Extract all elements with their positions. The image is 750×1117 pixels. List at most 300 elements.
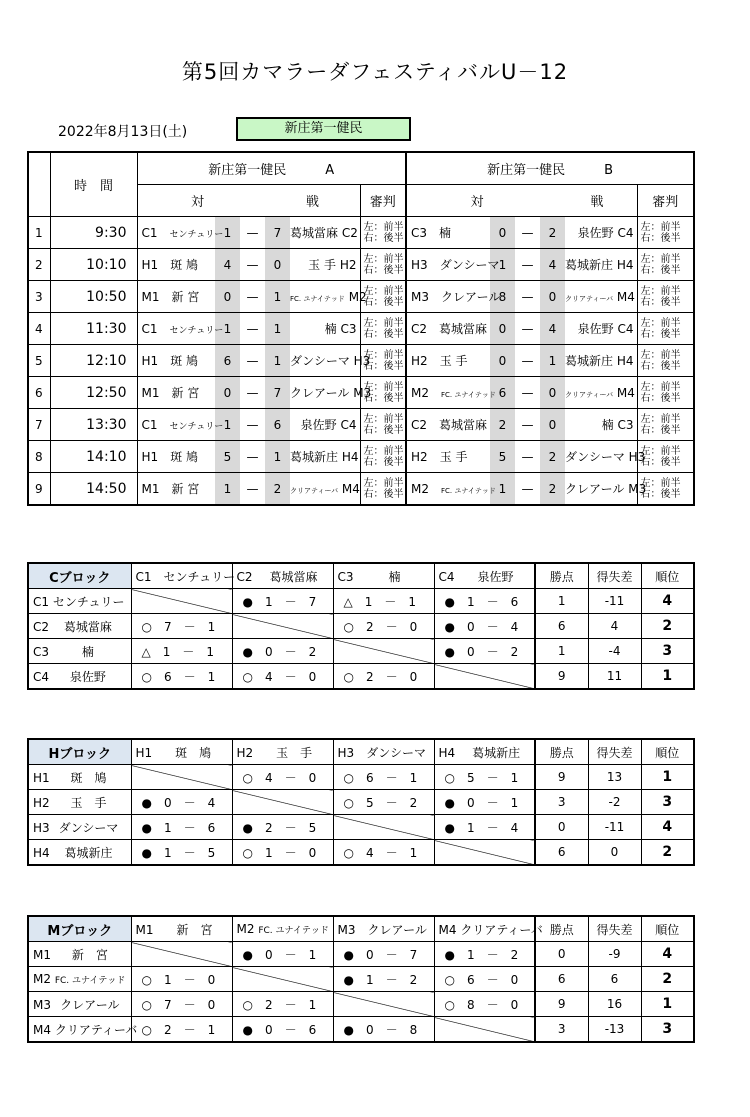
team-left-name: センチュリー: [169, 230, 224, 240]
team-left-name: 新 宮: [171, 482, 200, 496]
score-left: 8: [490, 281, 515, 313]
team-left: [406, 281, 501, 313]
rank-value: 4: [641, 815, 694, 840]
row-team: [28, 840, 131, 866]
team-left-code: M1: [141, 290, 160, 304]
team-right-name: 葛城新庄: [565, 258, 614, 272]
score-dash: —: [240, 217, 265, 249]
spacer: [158, 354, 170, 368]
self-match-diagonal: [131, 589, 232, 614]
team-left: [137, 345, 215, 377]
match-number: 5: [28, 345, 50, 377]
team-name: 楠: [81, 644, 94, 659]
team-left-name: 斑 鳩: [170, 354, 199, 368]
score-right: 2: [540, 441, 565, 473]
team-left: [137, 441, 215, 473]
row-team: [28, 967, 131, 992]
result-cell: ○ 5 － 1: [434, 765, 535, 790]
referee-note: [360, 313, 406, 345]
team-left: [137, 249, 215, 281]
spacer: [354, 570, 366, 584]
score-dash: —: [515, 377, 540, 409]
stat-header: 順位: [641, 739, 694, 765]
team-right-name: クリアティーバ: [565, 390, 614, 399]
stat-header: 得失差: [588, 916, 641, 942]
team-right: [290, 281, 367, 313]
team-right-code: C3: [340, 322, 357, 336]
team-left-name: 玉 手: [439, 354, 468, 368]
referee-note: [637, 473, 694, 506]
referee-first-half: 左：前半: [640, 381, 681, 393]
referee-first-half: 左：前半: [363, 477, 404, 489]
referee-note: [360, 473, 406, 506]
score-right: 1: [265, 345, 290, 377]
team-code: M1: [135, 922, 154, 937]
team-name: 斑 鳩: [70, 770, 107, 785]
team-code: H2: [33, 795, 50, 810]
team-left: [406, 313, 490, 345]
referee-note: [637, 217, 694, 249]
goal-diff-value: 4: [588, 614, 641, 639]
score-right: 6: [265, 409, 290, 441]
spacer: [427, 226, 439, 240]
points-value: 9: [535, 664, 588, 690]
row-team: [28, 614, 131, 639]
standings-row: [28, 1017, 694, 1043]
standings-row: [28, 589, 694, 614]
stat-header: 勝点: [535, 916, 588, 942]
team-name: 斑 鳩: [175, 745, 212, 760]
team-left-code: H1: [141, 450, 159, 464]
team-code: C1: [135, 569, 152, 584]
match-time: 10:10: [50, 249, 137, 281]
match-number: 3: [28, 281, 50, 313]
team-left-code: C2: [411, 418, 428, 432]
team-code: M4: [438, 922, 457, 937]
referee-first-half: 左：前半: [363, 253, 404, 265]
result-cell: ● 1 － 2: [333, 967, 434, 992]
standings-row: [28, 992, 694, 1017]
rank-value: 3: [641, 1017, 694, 1043]
points-value: 0: [535, 815, 588, 840]
team-right-name: クレアール: [290, 386, 350, 400]
result-cell: ● 0 － 6: [232, 1017, 333, 1043]
self-match-diagonal: [434, 840, 535, 866]
referee-first-half: 左：前半: [640, 477, 681, 489]
schedule-row: [28, 377, 694, 409]
referee-note: [360, 409, 406, 441]
goal-diff-value: 0: [588, 840, 641, 866]
self-match-diagonal: [434, 1017, 535, 1043]
team-name: 泉佐野: [477, 569, 514, 584]
score-right: 1: [265, 441, 290, 473]
standings-row: [28, 967, 694, 992]
score-right: 2: [265, 473, 290, 506]
referee-first-half: 左：前半: [363, 413, 404, 425]
row-team: [28, 664, 131, 690]
team-right-name: 楠: [601, 418, 614, 432]
match-number: 9: [28, 473, 50, 506]
team-right-code: M3: [628, 482, 647, 496]
team-code: M2: [236, 922, 255, 936]
standings-row: [28, 664, 694, 690]
rank-value: 3: [641, 790, 694, 815]
vs-label: 対: [190, 195, 204, 210]
points-value: 3: [535, 790, 588, 815]
team-code: M2: [33, 972, 51, 986]
result-cell: ○ 2 － 0: [333, 664, 434, 690]
score-dash: —: [515, 281, 540, 313]
team-left-code: C1: [141, 322, 158, 336]
row-team: [28, 815, 131, 840]
team-left: [406, 377, 496, 409]
team-right-code: C4: [340, 418, 357, 432]
goal-diff-value: 16: [588, 992, 641, 1017]
team-code: H2: [236, 745, 254, 760]
referee-second-half: 右：後半: [640, 232, 681, 244]
referee-note: [360, 249, 406, 281]
points-value: 6: [535, 840, 588, 866]
referee-first-half: 左：前半: [640, 413, 681, 425]
score-left: 6: [215, 345, 240, 377]
score-left: 1: [215, 409, 240, 441]
spacer: [354, 746, 366, 760]
no-header: [28, 152, 50, 217]
result-cell: ● 1 － 4: [434, 815, 535, 840]
team-right: [565, 281, 637, 313]
team-name: クレアール: [367, 922, 427, 937]
spacer: [428, 450, 440, 464]
goal-diff-value: -13: [588, 1017, 641, 1043]
stat-header: 勝点: [535, 739, 588, 765]
referee-second-half: 右：後半: [640, 488, 681, 500]
match-number: 8: [28, 441, 50, 473]
team-left-code: C3: [411, 226, 428, 240]
result-cell: △ 1 － 1: [333, 589, 434, 614]
points-value: 9: [535, 765, 588, 790]
spacer: [429, 482, 441, 496]
schedule-row: [28, 217, 694, 249]
score-dash: —: [240, 377, 265, 409]
referee-first-half: 左：前半: [640, 349, 681, 361]
score-dash: —: [515, 249, 540, 281]
referee-note: [637, 313, 694, 345]
result-cell: ● 0 － 7: [333, 942, 434, 967]
team-right: [290, 249, 360, 281]
block-name: Cブロック: [28, 563, 131, 589]
score-left: 4: [215, 249, 240, 281]
result-cell: ● 0 － 1: [434, 790, 535, 815]
score-left: 2: [490, 409, 515, 441]
team-right-name: 楠: [324, 322, 337, 336]
team-name: センチュリー: [52, 594, 125, 609]
team-left-name: 斑 鳩: [170, 258, 199, 272]
self-match-diagonal: [131, 765, 232, 790]
score-right: 4: [540, 249, 565, 281]
team-left: [406, 473, 496, 506]
referee-first-half: 左：前半: [640, 445, 681, 457]
score-dash: —: [240, 281, 265, 313]
schedule-table: [27, 151, 695, 506]
court-b-ref-header: 審判: [637, 185, 694, 217]
team-name: 葛城當麻: [269, 569, 318, 584]
spacer: [158, 258, 170, 272]
score-dash: —: [515, 345, 540, 377]
team-right-name: 泉佐野: [577, 226, 614, 240]
team-right: [565, 377, 637, 409]
points-value: 6: [535, 967, 588, 992]
match-time: 10:50: [50, 281, 137, 313]
result-cell: ○ 1 － 0: [232, 840, 333, 866]
score-right: 0: [265, 249, 290, 281]
team-name: 葛城新庄: [64, 845, 113, 860]
score-dash: —: [240, 409, 265, 441]
spacer: [158, 226, 170, 240]
team-left-name: FC. ユナイテッド: [441, 487, 496, 495]
result-cell: ○ 7 － 0: [131, 992, 232, 1017]
row-team: [28, 992, 131, 1017]
match-time: 12:10: [50, 345, 137, 377]
team-left: [406, 441, 490, 473]
team-left-name: 玉 手: [439, 450, 468, 464]
row-team: [28, 1017, 138, 1043]
score-left: 6: [490, 377, 515, 409]
spacer: [427, 418, 439, 432]
team-right: [290, 377, 372, 409]
score-right: 4: [540, 313, 565, 345]
referee-note: [637, 345, 694, 377]
result-cell: ○ 1 － 0: [131, 967, 232, 992]
referee-note: [637, 441, 694, 473]
referee-first-half: 左：前半: [363, 445, 404, 457]
team-code: H4: [438, 745, 456, 760]
team-code: H3: [33, 820, 50, 835]
referee-note: [360, 345, 406, 377]
score-left: 0: [490, 313, 515, 345]
match-number: 7: [28, 409, 50, 441]
team-right-code: C3: [617, 418, 634, 432]
team-left-code: M2: [411, 386, 429, 400]
self-match-diagonal: [333, 815, 434, 840]
schedule-row: [28, 409, 694, 441]
event-date: 2022年8月13日(土): [58, 124, 188, 140]
team-code: C1: [33, 594, 50, 609]
team-left: [137, 281, 215, 313]
standings-row: [28, 942, 694, 967]
team-name: クリアティーバ: [54, 1022, 138, 1037]
row-team: [28, 639, 131, 664]
column-team: [131, 739, 232, 765]
team-left-name: 葛城當麻: [439, 322, 488, 336]
standings-row: [28, 639, 694, 664]
team-name: 新 宮: [71, 947, 108, 962]
column-team: [232, 739, 333, 765]
team-right-name: ダンシーマ: [565, 450, 625, 464]
column-team: [333, 739, 434, 765]
h-block-table: [27, 738, 695, 866]
score-left: 0: [490, 345, 515, 377]
referee-first-half: 左：前半: [363, 349, 404, 361]
court-a-match-header: [137, 185, 360, 217]
score-dash: —: [240, 249, 265, 281]
team-code: M1: [33, 947, 51, 962]
result-cell: ○ 5 － 2: [333, 790, 434, 815]
match-time: 9:30: [50, 217, 137, 249]
team-right: [290, 441, 360, 473]
team-right-name: FC. ユナイテッド: [290, 294, 345, 303]
spacer: [455, 746, 467, 760]
referee-second-half: 右：後半: [640, 296, 681, 308]
team-code: M4: [33, 1022, 51, 1037]
points-value: 9: [535, 992, 588, 1017]
spacer: [154, 923, 166, 937]
page-title: 第5回カマラーダフェスティバルU－12: [181, 60, 569, 84]
standings-row: [28, 790, 694, 815]
spacer: [427, 322, 439, 336]
schedule-row: [28, 473, 694, 506]
team-right-code: H4: [616, 354, 634, 368]
referee-second-half: 右：後半: [363, 232, 404, 244]
team-right-name: クリアティーバ: [290, 486, 339, 495]
referee-note: [637, 377, 694, 409]
goal-diff-value: -4: [588, 639, 641, 664]
referee-note: [360, 281, 406, 313]
team-right-code: C2: [341, 226, 358, 240]
score-right: 1: [265, 313, 290, 345]
spacer: [429, 386, 441, 400]
spacer: [152, 746, 164, 760]
referee-first-half: 左：前半: [640, 253, 681, 265]
referee-first-half: 左：前半: [363, 285, 404, 297]
goal-diff-value: 11: [588, 664, 641, 690]
self-match-diagonal: [232, 790, 333, 815]
self-match-diagonal: [232, 967, 333, 992]
match-number: 2: [28, 249, 50, 281]
team-right: [290, 409, 360, 441]
stat-header: 勝点: [535, 563, 588, 589]
team-right-code: C4: [617, 226, 634, 240]
team-left: [137, 217, 224, 249]
team-left-code: M3: [411, 290, 429, 304]
team-left-name: ダンシーマ: [439, 258, 500, 272]
column-team: [434, 739, 535, 765]
team-left: [137, 409, 224, 441]
block-header-row: [28, 916, 694, 942]
score-right: 1: [540, 345, 565, 377]
team-right: [290, 345, 371, 377]
match-time: 12:50: [50, 377, 137, 409]
referee-second-half: 右：後半: [363, 264, 404, 276]
team-left-name: 葛城當麻: [439, 418, 488, 432]
result-cell: ● 0 － 1: [232, 942, 333, 967]
column-team: [333, 916, 434, 942]
standings-row: [28, 815, 694, 840]
m-block-table: [27, 915, 695, 1043]
team-left-code: M1: [141, 482, 160, 496]
team-right: [565, 217, 637, 249]
team-left-code: M2: [411, 482, 429, 496]
referee-first-half: 左：前半: [640, 285, 681, 297]
result-cell: ○ 4 － 1: [333, 840, 434, 866]
team-right-code: M4: [341, 481, 360, 496]
match-label: 戦: [305, 195, 319, 210]
stat-header: 順位: [641, 916, 694, 942]
match-time: 14:50: [50, 473, 137, 506]
result-cell: ● 0 － 2: [434, 639, 535, 664]
referee-note: [637, 281, 694, 313]
spacer: [429, 290, 441, 304]
team-left-name: 楠: [439, 226, 452, 240]
team-code: C4: [33, 669, 50, 684]
team-left: [406, 249, 500, 281]
score-dash: —: [240, 313, 265, 345]
referee-second-half: 右：後半: [363, 360, 404, 372]
score-right: 1: [265, 281, 290, 313]
row-team: [28, 790, 131, 815]
team-right: [565, 409, 637, 441]
block-name: Mブロック: [28, 916, 131, 942]
result-cell: ● 1 － 5: [131, 840, 232, 866]
spacer: [160, 290, 172, 304]
referee-second-half: 右：後半: [363, 488, 404, 500]
team-right-code: M2: [348, 289, 367, 304]
match-label: 戦: [590, 195, 604, 210]
team-name: 葛城當麻: [63, 619, 112, 634]
block-header-row: [28, 739, 694, 765]
points-value: 6: [535, 614, 588, 639]
team-left-name: FC. ユナイテッド: [441, 391, 496, 399]
team-right-code: M4: [616, 385, 635, 400]
team-right: [565, 345, 637, 377]
result-cell: ○ 6 － 1: [131, 664, 232, 690]
team-name: FC. ユナイテッド: [54, 976, 126, 986]
team-right: [290, 473, 360, 506]
rank-value: 2: [641, 967, 694, 992]
team-right-code: H4: [616, 258, 634, 272]
vs-label: 対: [470, 195, 484, 210]
team-left-name: センチュリー: [169, 422, 224, 432]
rank-value: 4: [641, 589, 694, 614]
rank-value: 1: [641, 765, 694, 790]
team-left: [137, 313, 224, 345]
referee-first-half: 左：前半: [363, 317, 404, 329]
team-code: M3: [33, 997, 51, 1012]
team-left: [137, 473, 215, 506]
score-right: 7: [265, 217, 290, 249]
referee-second-half: 右：後半: [363, 456, 404, 468]
team-left-code: H1: [141, 354, 159, 368]
team-code: C3: [33, 644, 50, 659]
rank-value: 1: [641, 992, 694, 1017]
score-left: 1: [215, 313, 240, 345]
court-a-ref-header: 審判: [360, 185, 406, 217]
team-left-name: 新 宮: [171, 386, 200, 400]
spacer: [160, 482, 172, 496]
result-cell: ○ 2 － 0: [333, 614, 434, 639]
score-dash: —: [240, 473, 265, 506]
court-a-header: 新庄第一健民 A: [137, 152, 406, 185]
team-left-code: C1: [141, 226, 158, 240]
match-number: 4: [28, 313, 50, 345]
score-right: 2: [540, 473, 565, 506]
referee-first-half: 左：前半: [640, 317, 681, 329]
column-team: [333, 563, 434, 589]
score-right: 7: [265, 377, 290, 409]
team-right: [565, 313, 637, 345]
team-right: [565, 473, 647, 506]
team-name: 楠: [388, 569, 401, 584]
self-match-diagonal: [434, 664, 535, 690]
